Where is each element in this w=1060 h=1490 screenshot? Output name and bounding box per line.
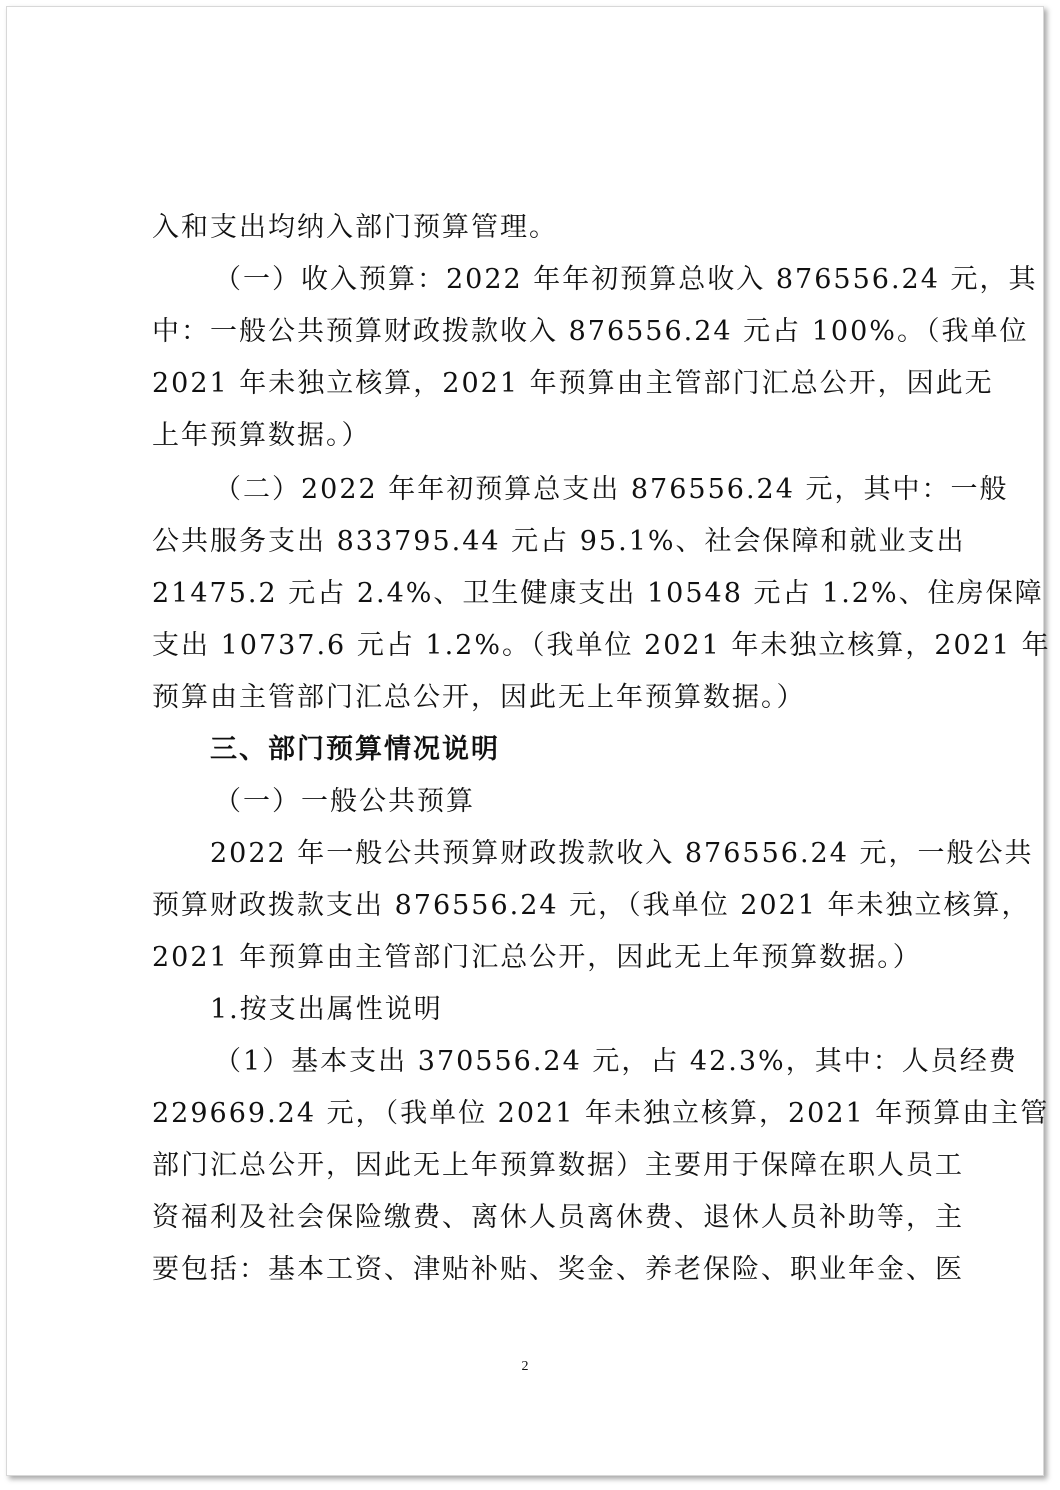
paragraph-line: 公共服务支出 833795.44 元占 95.1%、社会保障和就业支出 [152, 526, 966, 557]
paragraph-line: （一）收入预算：2022 年年初预算总收入 876556.24 元，其 [214, 264, 1038, 295]
paragraph-line: 资福利及社会保险缴费、离休人员离休费、退休人员补助等，主 [152, 1202, 964, 1233]
subsection-heading: 1.按支出属性说明 [210, 994, 443, 1025]
paragraph-line: 2021 年预算由主管部门汇总公开，因此无上年预算数据。） [152, 942, 922, 973]
paragraph-line: 上年预算数据。） [152, 420, 371, 451]
paragraph-line: 部门汇总公开，因此无上年预算数据）主要用于保障在职人员工 [152, 1150, 964, 1181]
paragraph-line: 229669.24 元，（我单位 2021 年未独立核算，2021 年预算由主管 [152, 1098, 1050, 1129]
paragraph-line: 2021 年未独立核算，2021 年预算由主管部门汇总公开，因此无 [152, 368, 994, 399]
paragraph-line: 要包括：基本工资、津贴补贴、奖金、养老保险、职业年金、医 [152, 1254, 964, 1285]
paragraph-line: 中：一般公共预算财政拨款收入 876556.24 元占 100%。（我单位 [152, 316, 1029, 347]
section-heading: 三、部门预算情况说明 [210, 734, 500, 765]
paragraph-line: 预算由主管部门汇总公开，因此无上年预算数据。） [152, 682, 806, 713]
page-number: 2 [521, 1359, 529, 1374]
paragraph-line: 21475.2 元占 2.4%、卫生健康支出 10548 元占 1.2%、住房保障 [152, 578, 1044, 609]
paragraph-line: 2022 年一般公共预算财政拨款收入 876556.24 元，一般公共 [210, 838, 1034, 869]
paragraph-line: 预算财政拨款支出 876556.24 元，（我单位 2021 年未独立核算， [152, 890, 1031, 921]
document-page [6, 6, 1051, 1476]
subsection-heading: （一）一般公共预算 [214, 786, 475, 817]
paragraph-line: 入和支出均纳入部门预算管理。 [152, 212, 558, 243]
paragraph-line: （二）2022 年年初预算总支出 876556.24 元，其中：一般 [214, 474, 1009, 505]
paragraph-line: （1）基本支出 370556.24 元，占 42.3%，其中：人员经费 [214, 1046, 1018, 1077]
paragraph-line: 支出 10737.6 元占 1.2%。（我单位 2021 年未独立核算，2021 年 [152, 630, 1051, 661]
